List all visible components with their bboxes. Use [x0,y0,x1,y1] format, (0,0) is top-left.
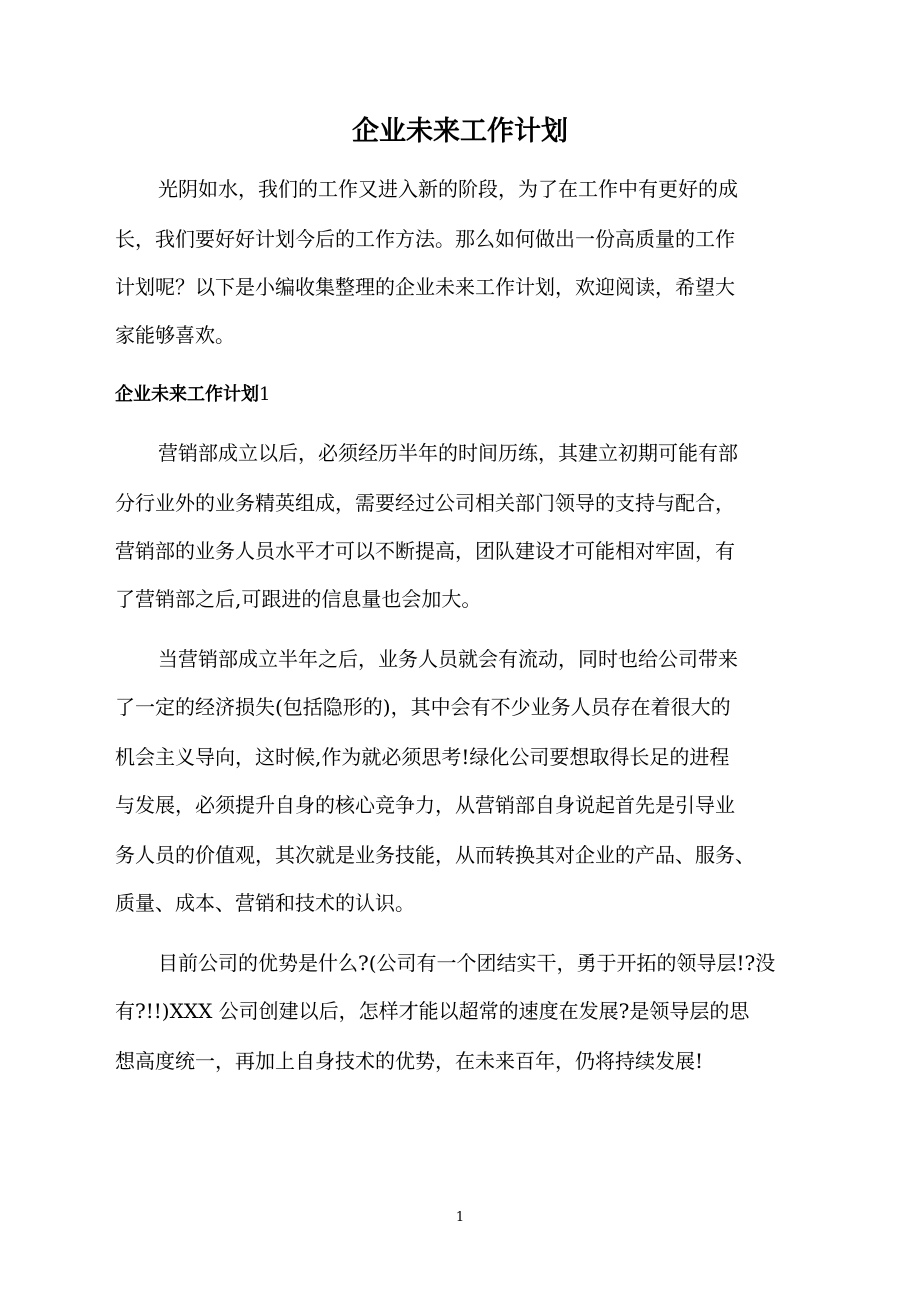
section-heading [115,380,270,410]
paragraph-2-line-6: 质量、成本、营销和技术的认识。 [115,891,415,915]
paragraph-1-line-3: 营销部的业务人员水平才可以不断提高，团队建设才可能相对牢固，有 [115,539,735,563]
intro-line-2: 长，我们要好好计划今后的工作方法。那么如何做出一份高质量的工作 [115,227,735,251]
paragraph-3-line-2: 有?!!)XXX 公司创建以后，怎样才能以超常的速度在发展?是领导层的思 [115,999,750,1023]
intro-line-1: 光阴如水，我们的工作又进入新的阶段，为了在工作中有更好的成 [158,177,738,201]
paragraph-3-line-1: 目前公司的优势是什么?(公司有一个团结实干，勇于开拓的领导层!?没 [158,951,776,975]
paragraph-1-line-4: 了营销部之后,可跟进的信息量也会加大。 [115,587,482,611]
paragraph-1-line-1: 营销部成立以后，必须经历半年的时间历练，其建立初期可能有部 [158,441,738,465]
section-heading-number: 1 [259,384,271,405]
page-number: 1 [455,1210,465,1225]
paragraph-3-line-3: 想高度统一，再加上自身技术的优势，在未来百年，仍将持续发展! [115,1049,704,1073]
intro-line-4: 家能够喜欢。 [115,323,235,347]
intro-line-3: 计划呢？以下是小编收集整理的企业未来工作计划，欢迎阅读，希望大 [115,275,735,299]
paragraph-2-line-5: 务人员的价值观，其次就是业务技能，从而转换其对企业的产品、服务、 [115,843,755,867]
document-title: 企业未来工作计划 [352,116,568,147]
paragraph-2-line-3: 机会主义导向，这时候,作为就必须思考!绿化公司要想取得长足的进程 [115,745,730,769]
paragraph-2-line-1: 当营销部成立半年之后，业务人员就会有流动，同时也给公司带来 [158,647,738,671]
paragraph-2-line-2: 了一定的经济损失(包括隐形的)，其中会有不少业务人员存在着很大的 [115,695,731,719]
paragraph-2-line-4: 与发展，必须提升自身的核心竞争力，从营销部自身说起首先是引导业 [115,793,735,817]
section-heading-text: 企业未来工作计划 [115,384,259,405]
paragraph-1-line-2: 分行业外的业务精英组成，需要经过公司相关部门领导的支持与配合， [115,491,735,515]
